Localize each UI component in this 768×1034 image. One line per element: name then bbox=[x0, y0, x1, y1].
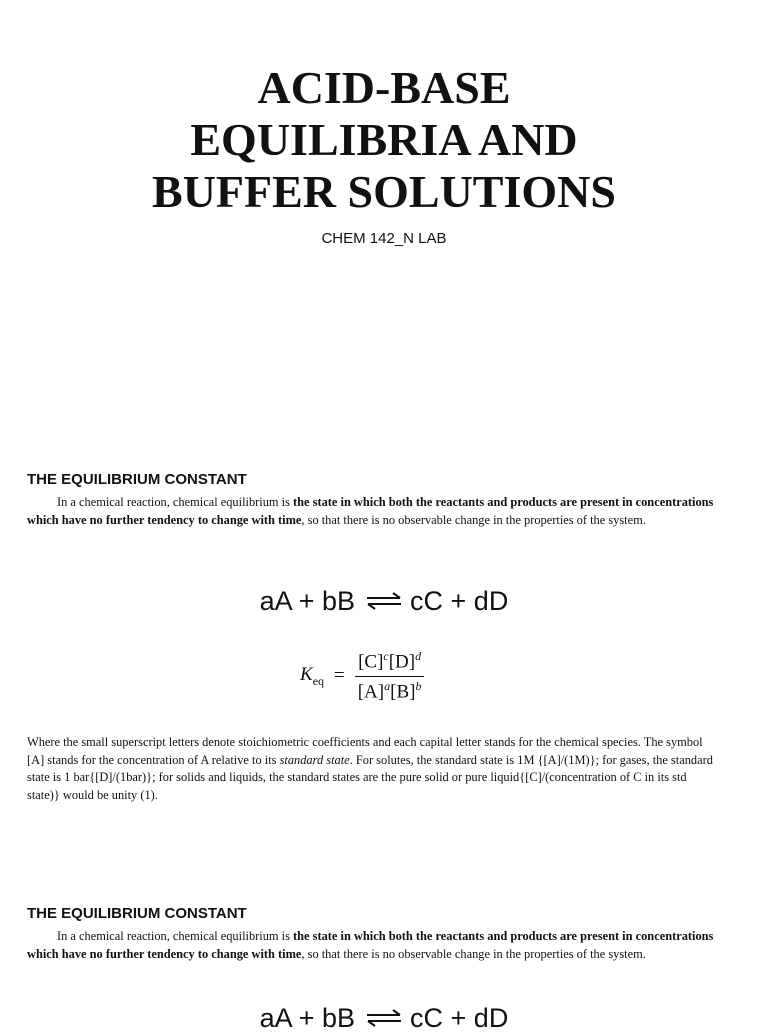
explanation-paragraph: Where the small superscript letters denote stoichiometric coefficients and each capital letter stands for the chemical species. The symbol [A] stands for the concentration of A relative to its standard state. For solutes, the standard state is 1M {[A]/(1M)}; for gases, the standard state is 1 bar{[D]/(1bar)}; for solids and liquids, the standard states are the pure solid or pure liquid{[C]/(concentration of C in its std state)} would be unity (1). bbox=[27, 735, 713, 802]
section-equilibrium-constant-1 bbox=[27, 471, 717, 529]
intro-text: In a chemical reaction, chemical equilibrium is bbox=[57, 495, 294, 509]
keq-equals: = bbox=[334, 665, 345, 686]
section-equilibrium-constant-2 bbox=[27, 905, 717, 963]
reaction-reactants: aA + bB bbox=[259, 585, 355, 616]
keq-symbol: $K_{eq}$ bbox=[300, 663, 325, 688]
title-line-2: EQUILIBRIA AND bbox=[190, 114, 578, 165]
equilibrium-arrows-icon bbox=[366, 591, 402, 611]
intro-text-end: , so that there is no observable change in the properties of the system. bbox=[301, 512, 646, 527]
keq-fraction bbox=[355, 649, 425, 703]
intro-text: In a chemical reaction, chemical equilibrium is bbox=[57, 929, 294, 943]
intro-bold-text: the state in which both the reactants and products are present in concentrations which have no further tendency to change with time bbox=[27, 495, 714, 527]
document-title bbox=[0, 62, 768, 218]
document-subtitle: CHEM 142_N LAB bbox=[321, 230, 447, 247]
intro-paragraph bbox=[27, 494, 717, 529]
title-line-3: BUFFER SOLUTIONS bbox=[152, 166, 616, 217]
intro-bold-text: the state in which both the reactants and products are present in concentrations which have no further tendency to change with time bbox=[27, 929, 714, 961]
intro-text-end: , so that there is no observable change in the properties of the system. bbox=[301, 946, 646, 961]
reaction-products: cC + dD bbox=[410, 585, 509, 616]
section-heading: THE EQUILIBRIUM CONSTANT bbox=[27, 471, 247, 488]
explanation-block bbox=[27, 734, 717, 804]
reaction-equation-2 bbox=[0, 1000, 768, 1034]
intro-paragraph bbox=[27, 928, 717, 963]
keq-denominator: $[A]^a[B]^b$ bbox=[357, 678, 422, 702]
explanation-italic-term: standard state bbox=[279, 752, 350, 767]
section-heading: THE EQUILIBRIUM CONSTANT bbox=[27, 905, 247, 922]
reaction-reactants: aA + bB bbox=[259, 1002, 355, 1033]
keq-numerator: $[C]^c[D]^d$ bbox=[355, 649, 424, 676]
reaction-products: cC + dD bbox=[410, 1002, 509, 1033]
equilibrium-constant-expression bbox=[300, 644, 424, 708]
reaction-equation-1 bbox=[0, 583, 768, 617]
title-line-1: ACID-BASE bbox=[257, 62, 511, 113]
equilibrium-arrows-icon bbox=[366, 1008, 402, 1028]
